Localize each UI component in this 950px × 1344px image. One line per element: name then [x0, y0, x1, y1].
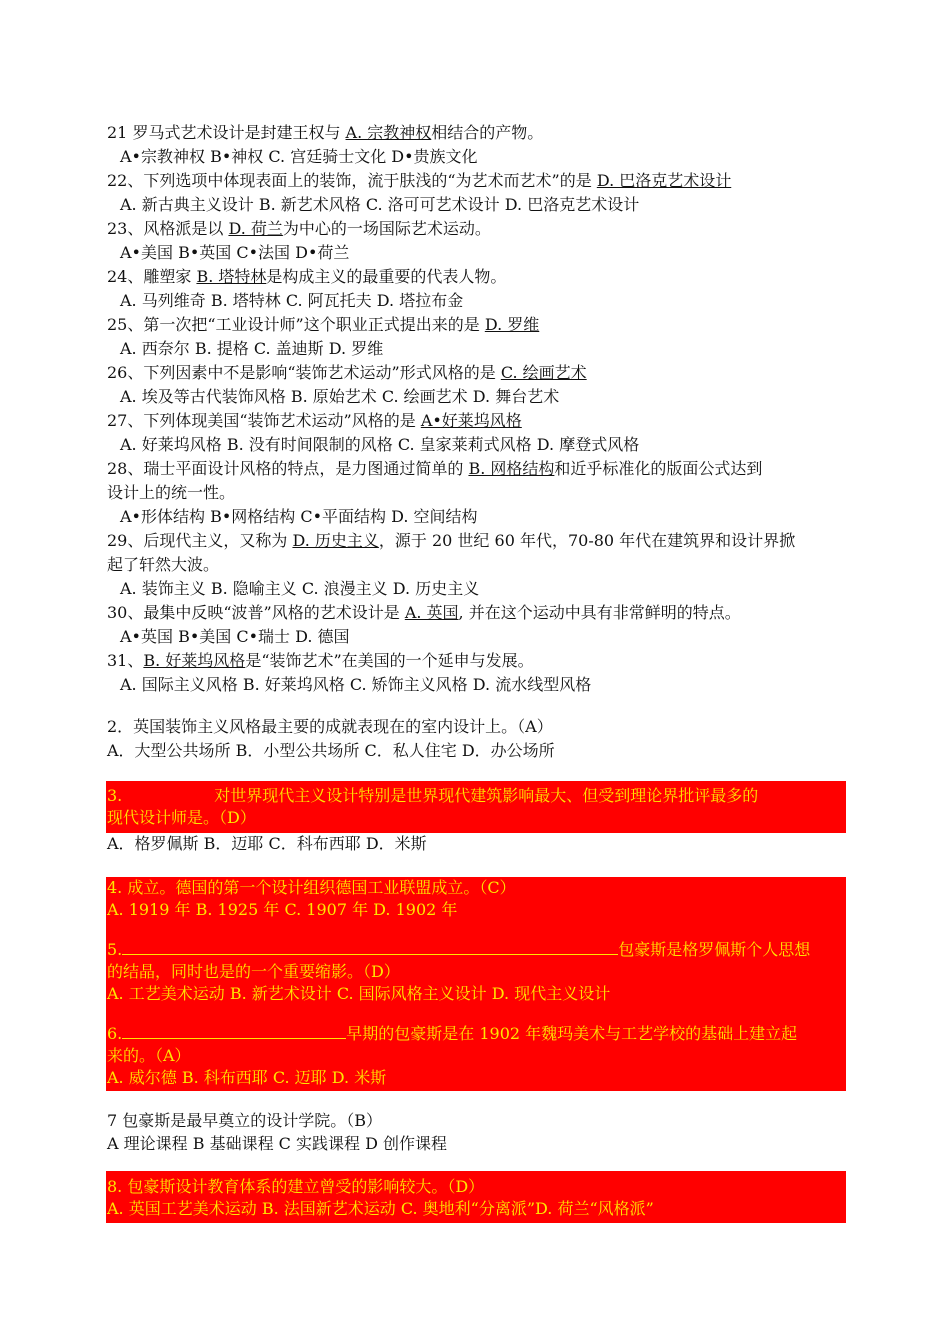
- answer-underlined: A. 英国: [404, 603, 459, 622]
- question-6: [107, 1023, 797, 1045]
- answer-underlined: B. 好莱坞风格: [143, 651, 246, 670]
- question-text: 是构成主义的最重要的代表人物。: [266, 267, 507, 286]
- options-24: A. 马列维奇 B. 塔特林 C. 阿瓦托夫 D. 塔拉布金: [120, 291, 464, 310]
- question-29-cont: 起了轩然大波。: [107, 555, 220, 574]
- question-28: [107, 458, 762, 480]
- question-text: 28、瑞士平面设计风格的特点，是力图通过简单的: [107, 459, 469, 478]
- question-text: 相结合的产物。: [431, 123, 544, 142]
- question-number: 5.: [107, 940, 123, 959]
- question-30: [107, 602, 741, 624]
- question-text: 是“装饰艺术”在美国的一个延申与发展。: [245, 651, 534, 670]
- options-21: A•宗教神权 B•神权 C. 宫廷骑士文化 D•贵族文化: [120, 147, 478, 166]
- options-23: A•美国 B•英国 C•法国 D•荷兰: [120, 243, 350, 262]
- options-26: A. 埃及等古代装饰风格 B. 原始艺术 C. 绘画艺术 D. 舞台艺术: [120, 387, 560, 406]
- question-7: 7 包豪斯是最早奠立的设计学院。（B）: [107, 1111, 383, 1130]
- question-number: 6.: [107, 1024, 123, 1043]
- answer-underlined: A•好莱坞风格: [420, 411, 522, 430]
- question-3-cont: 现代设计师是。（D）: [107, 808, 256, 827]
- question-25: [107, 314, 539, 336]
- question-text: 31、: [107, 651, 144, 670]
- question-5-cont: 的结晶，同时也是的一个重要缩影。（D）: [107, 962, 400, 981]
- question-text: 27、下列体现美国“装饰艺术运动”风格的是: [107, 411, 421, 430]
- question-text: 对世界现代主义设计特别是世界现代建筑影响最大、但受到理论界批评最多的: [214, 786, 759, 805]
- question-text: 23、风格派是以: [107, 219, 229, 238]
- question-21: [107, 122, 543, 144]
- question-text: 25、第一次把“工业设计师”这个职业正式提出来的是: [107, 315, 485, 334]
- options-5: A. 工艺美术运动 B. 新艺术设计 C. 国际风格主义设计 D. 现代主义设计: [107, 984, 611, 1003]
- answer-underlined: D. 罗维: [484, 315, 540, 334]
- highlight-block-q4: [106, 877, 846, 921]
- question-text: 22、下列选项中体现表面上的装饰，流于肤浅的“为艺术而艺术”的是: [107, 171, 597, 190]
- question-31: [107, 650, 534, 672]
- highlight-block-q5: [106, 921, 846, 1005]
- question-24: [107, 266, 506, 288]
- question-text: ，源于 20 世纪 60 年代，70-80 年代在建筑界和设计界掀: [378, 531, 796, 550]
- options-29: A. 装饰主义 B. 隐喻主义 C. 浪漫主义 D. 历史主义: [120, 579, 480, 598]
- question-23: [107, 218, 491, 240]
- answer-underlined: D. 历史主义: [292, 531, 379, 550]
- question-3: [107, 785, 758, 807]
- question-26: [107, 362, 587, 384]
- highlight-block-q8: [106, 1171, 846, 1223]
- options-7: A 理论课程 B 基础课程 C 实践课程 D 创作课程: [107, 1134, 447, 1153]
- question-text: 为中心的一场国际艺术运动。: [282, 219, 491, 238]
- options-6: A. 威尔德 B. 科布西耶 C. 迈耶 D. 米斯: [107, 1068, 387, 1087]
- options-31: A. 国际主义风格 B. 好莱坞风格 C. 矫饰主义风格 D. 流水线型风格: [120, 675, 592, 694]
- question-28-cont: 设计上的统一性。: [107, 483, 236, 502]
- highlight-block-q3: [106, 781, 846, 833]
- question-text: 21 罗马式艺术设计是封建王权与: [107, 123, 346, 142]
- question-number: 3.: [107, 786, 123, 805]
- fill-blank: [122, 939, 618, 955]
- options-25: A. 西奈尔 B. 提格 C. 盖迪斯 D. 罗维: [120, 339, 384, 358]
- answer-underlined: A. 宗教神权: [345, 123, 432, 142]
- options-8: A. 英国工艺美术运动 B. 法国新艺术运动 C. 奥地利“分离派”D. 荷兰“风格派”: [107, 1199, 654, 1218]
- question-text: 包豪斯是格罗佩斯个人思想: [618, 940, 811, 959]
- question-text: , 并在这个运动中具有非常鲜明的特点。: [458, 603, 741, 622]
- question-text: 早期的包豪斯是在 1902 年魏玛美术与工艺学校的基础上建立起: [346, 1024, 798, 1043]
- options-30: A•英国 B•美国 C•瑞士 D. 德国: [120, 627, 350, 646]
- question-27: [107, 410, 522, 432]
- options-22: A. 新古典主义设计 B. 新艺术风格 C. 洛可可艺术设计 D. 巴洛克艺术设计: [120, 195, 640, 214]
- question-text: 和近乎标准化的版面公式达到: [554, 459, 763, 478]
- answer-underlined: D. 巴洛克艺术设计: [596, 171, 732, 190]
- question-text: 30、最集中反映“波普”风格的艺术设计是: [107, 603, 405, 622]
- options-28: A•形体结构 B•网格结构 C•平面结构 D. 空间结构: [120, 507, 478, 526]
- question-29: [107, 530, 795, 552]
- question-text: 24、雕塑家: [107, 267, 197, 286]
- question-6-cont: 来的。（A）: [107, 1046, 191, 1065]
- question-5: [107, 939, 810, 961]
- highlight-block-q6: [106, 1005, 846, 1091]
- options-3: A．格罗佩斯 B．迈耶 C．科布西耶 D．米斯: [107, 834, 427, 853]
- question-text: 26、下列因素中不是影响“装饰艺术运动”形式风格的是: [107, 363, 501, 382]
- answer-underlined: B. 塔特林: [196, 267, 267, 286]
- answer-underlined: D. 荷兰: [228, 219, 283, 238]
- options-27: A. 好莱坞风格 B. 没有时间限制的风格 C. 皇家莱莉式风格 D. 摩登式风格: [120, 435, 640, 454]
- options-4: A. 1919 年 B. 1925 年 C. 1907 年 D. 1902 年: [107, 900, 458, 919]
- answer-underlined: C. 绘画艺术: [500, 363, 587, 382]
- question-8: 8. 包豪斯设计教育体系的建立曾受的影响较大。（D）: [107, 1177, 485, 1196]
- question-2: 2．英国装饰主义风格最主要的成就表现在的室内设计上。（A）: [107, 717, 553, 736]
- question-text: 29、后现代主义，又称为: [107, 531, 293, 550]
- answer-underlined: B. 网格结构: [468, 459, 555, 478]
- question-4: 4. 成立。德国的第一个设计组织德国工业联盟成立。（C）: [107, 878, 516, 897]
- question-22: [107, 170, 731, 192]
- fill-blank: [122, 1023, 346, 1039]
- options-2: A．大型公共场所 B．小型公共场所 C．私人住宅 D．办公场所: [107, 741, 555, 760]
